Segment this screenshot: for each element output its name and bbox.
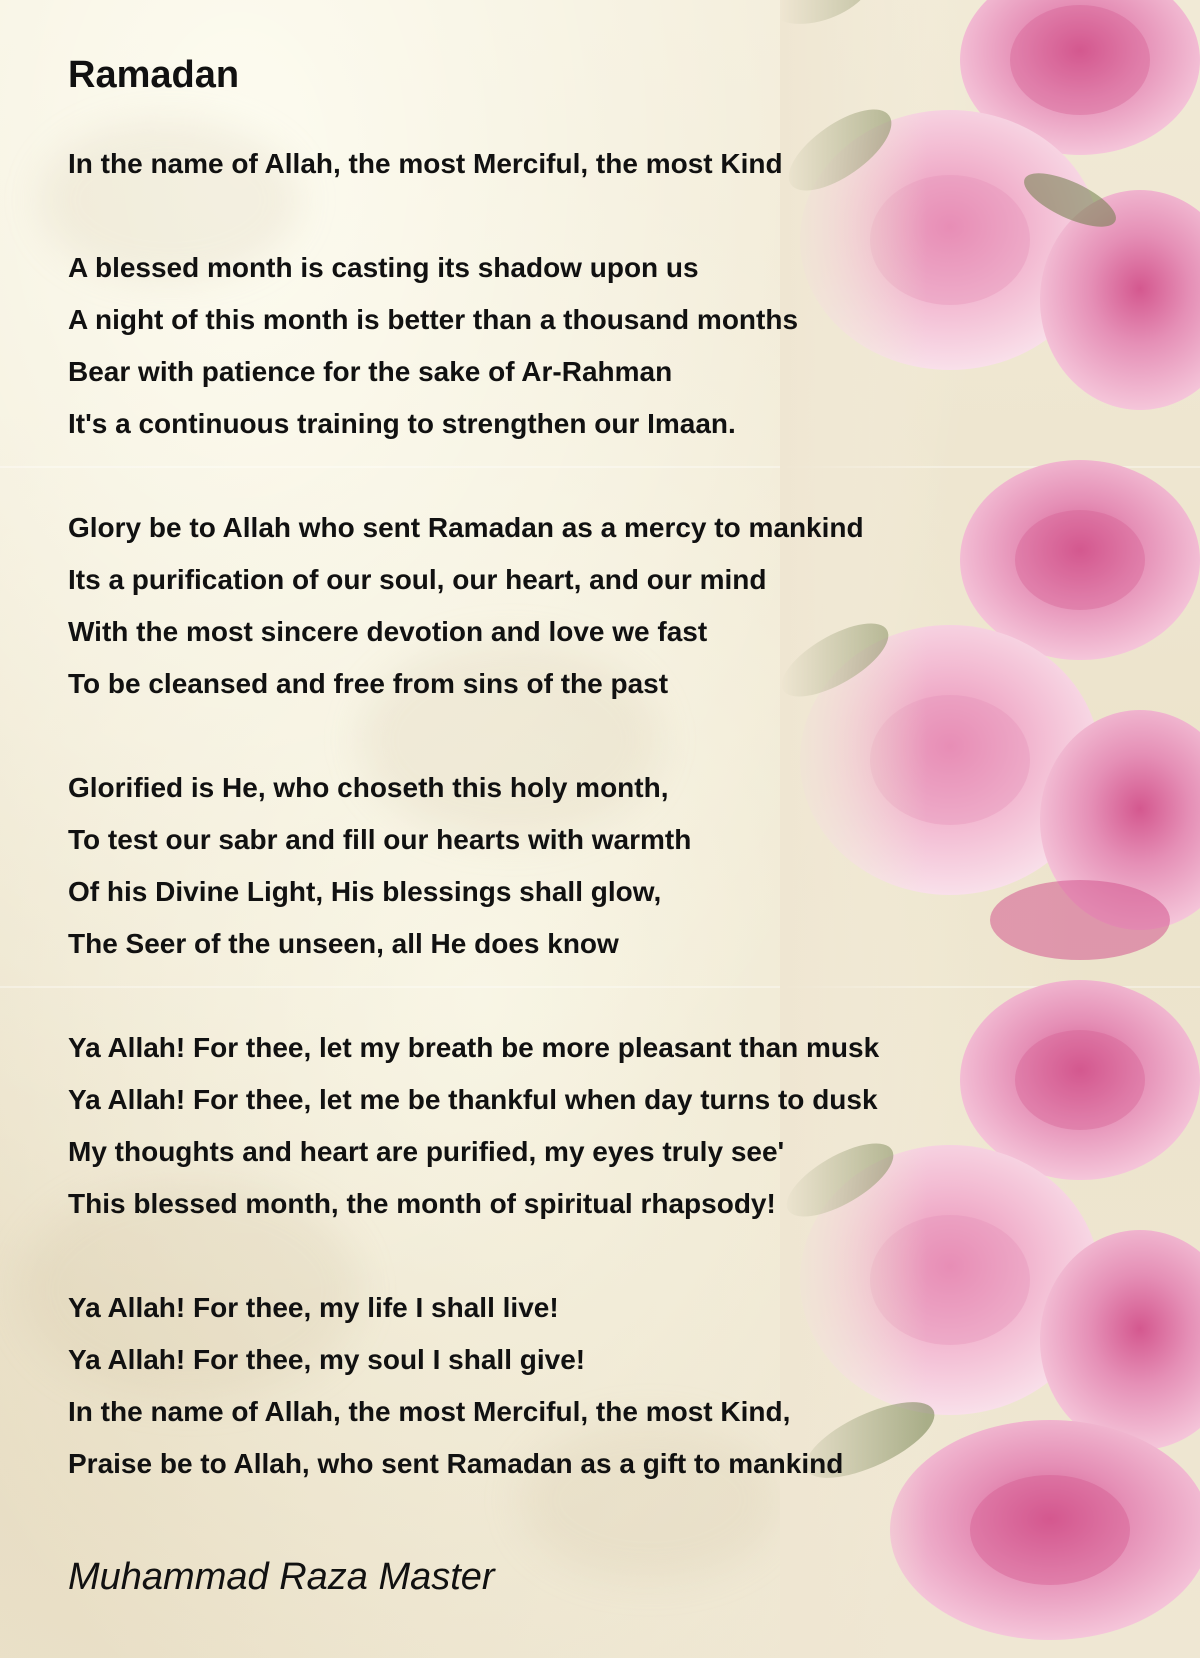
poem-line: To be cleansed and free from sins of the past (68, 668, 669, 699)
poem-line: Ya Allah! For thee, my soul I shall give! (68, 1344, 586, 1375)
poem-line: Of his Divine Light, His blessings shall glow, (68, 876, 662, 907)
poem-line: A blessed month is casting its shadow upon us (68, 252, 699, 283)
poem-author: Muhammad Raza Master (68, 1556, 495, 1598)
poem-line: The Seer of the unseen, all He does know (68, 928, 619, 959)
poem-line: My thoughts and heart are purified, my eyes truly see' (68, 1136, 785, 1167)
poem-line: Ya Allah! For thee, let my breath be more pleasant than musk (68, 1032, 880, 1063)
poem-stanza (68, 1022, 1068, 1230)
poem-stanza (68, 1282, 1068, 1490)
poem-line: In the name of Allah, the most Merciful, the most Kind, (68, 1396, 791, 1427)
poem-stanza (68, 242, 1068, 450)
poem-stanza (68, 502, 1068, 710)
poem-line: It's a continuous training to strengthen our Imaan. (68, 408, 736, 439)
poem-content (68, 52, 1068, 1542)
poem-line: With the most sincere devotion and love we fast (68, 616, 708, 647)
poem-line: Ya Allah! For thee, let me be thankful when day turns to dusk (68, 1084, 878, 1115)
poem-stanza (68, 138, 1068, 190)
poem-line: Glory be to Allah who sent Ramadan as a mercy to mankind (68, 512, 864, 543)
poem-stanza (68, 762, 1068, 970)
poem-line: This blessed month, the month of spiritual rhapsody! (68, 1188, 776, 1219)
poem-line: Bear with patience for the sake of Ar-Rahman (68, 356, 673, 387)
poem-title: Ramadan (68, 54, 240, 96)
poem-line: In the name of Allah, the most Merciful, the most Kind (68, 148, 783, 179)
poem-line: Praise be to Allah, who sent Ramadan as a gift to mankind (68, 1448, 844, 1479)
poem-line: Glorified is He, who choseth this holy month, (68, 772, 669, 803)
poem-line: To test our sabr and fill our hearts with warmth (68, 824, 692, 855)
poem-line: Its a purification of our soul, our heart, and our mind (68, 564, 767, 595)
poem-line: A night of this month is better than a thousand months (68, 304, 799, 335)
poem-line: Ya Allah! For thee, my life I shall live! (68, 1292, 559, 1323)
